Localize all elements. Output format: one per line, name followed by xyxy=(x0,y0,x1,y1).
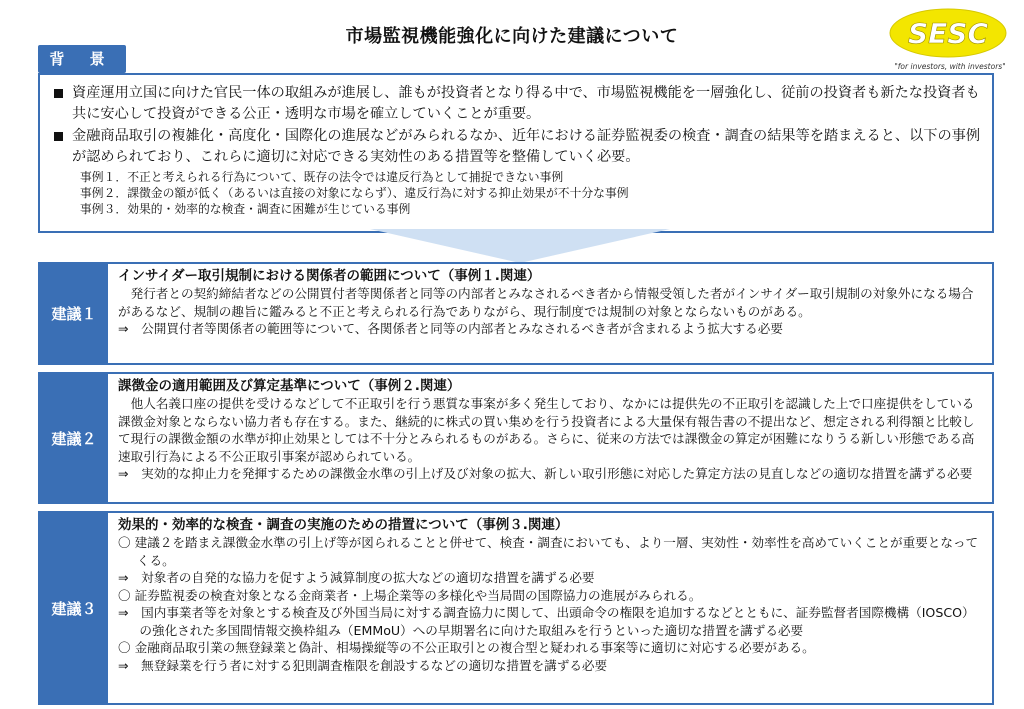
proposal-label: 建議２ xyxy=(40,374,108,502)
case-3: 事例３．効果的・効率的な検査・調査に困難が生じている事例 xyxy=(80,202,411,216)
background-bullet xyxy=(54,126,982,168)
proposal-heading: 効果的・効率的な検査・調査の実施のための措置について（事例３.関連） xyxy=(118,517,569,533)
down-arrow-icon xyxy=(370,229,670,263)
proposal-1 xyxy=(38,262,994,365)
proposal-text: ⇒ 公開買付者等関係者の範囲等について、各関係者と同等の内部者とみなされるべき者が含まれるよう拡大する必要 xyxy=(118,321,783,336)
proposal-text: 他人名義口座の提供を受けるなどして不正取引を行う悪質な事案が多く発生しており、なかには提供先の不正取引を認識した上で口座提供をしている課徴金対象とならない協力者も存在する。また、継続的に株式の買い集めを行う投資者による大量保有報告書の不提出など、想定される利得額と比較して現行の課徴金額の水準が抑止効果としては不十分とみられるものがある。さらに、従来の方法では課徴金の算定が困難になりうる新しい形態である高速取引行為による不公正取引事案が認められている。 xyxy=(118,396,975,464)
case-1: 事例１．不正と考えられる行為について、既存の法令では違反行為として捕捉できない事例 xyxy=(80,170,564,184)
page-title: 市場監視機能強化に向けた建議について xyxy=(345,26,679,47)
square-bullet-icon xyxy=(54,89,63,98)
proposal-text: 〇 金融商品取引業の無登録業と偽計、相場操縦等の不公正取引との複合型と疑われる事案等に適切に対応する必要がある。 xyxy=(118,640,815,655)
proposal-text: 発行者との契約締結者などの公開買付者等関係者と同等の内部者とみなされるべき者から情報受領した者がインサイダー取引規制の対象外になる場合があるなど、規制の趣旨に鑑みると不正と考えられる行為でありながら、現行制度では規制の対象とならないものがある。 xyxy=(118,286,974,319)
proposal-label: 建議３ xyxy=(40,513,108,703)
background-bullet-text: 金融商品取引の複雑化・高度化・国際化の進展などがみられるなか、近年における証券監視委の検査・調査の結果等を踏まえると、以下の事例が認められており、これらに適切に対応できる実効性のある措置等を整備していく必要。 xyxy=(72,128,981,165)
proposal-heading: インサイダー取引規制における関係者の範囲について（事例１.関連） xyxy=(118,268,541,284)
background-bullet xyxy=(54,83,982,125)
sesc-logo xyxy=(880,6,1010,74)
case-2: 事例２．課徴金の額が低く（あるいは直接の対象にならず）、違反行為に対する抑止効果が不十分な事例 xyxy=(80,186,629,200)
proposal-text: ⇒ 国内事業者等を対象とする検査及び外国当局に対する調査協力に関して、出頭命令の権限を追加するなどとともに、証券監督者国際機構（IOSCO）の強化された多国間情報交換枠組み（EMMoU）への早期署名に向けた取組みを行うといった適切な措置を講ずる必要 xyxy=(118,605,975,638)
proposal-2 xyxy=(38,372,994,504)
proposal-text: ⇒ 無登録業を行う者に対する犯則調査権限を創設するなどの適切な措置を講ずる必要 xyxy=(118,657,608,673)
background-box xyxy=(38,73,994,233)
logo-text: SESC xyxy=(907,17,989,50)
proposal-text: ⇒ 対象者の自発的な協力を促すよう減算制度の拡大などの適切な措置を講ずる必要 xyxy=(118,570,595,585)
proposal-text: 〇 証券監視委の検査対象となる金商業者・上場企業等の多様化や当局間の国際協力の進展がみられる。 xyxy=(118,587,702,603)
square-bullet-icon xyxy=(54,132,63,141)
logo-tagline: "for investors, with investors" xyxy=(894,62,1006,71)
proposal-text: ⇒ 実効的な抑止力を発揮するための課徴金水準の引上げ及び対象の拡大、新しい取引形態に対応した算定方法の見直しなどの適切な措置を講ずる必要 xyxy=(118,466,973,481)
proposal-label: 建議１ xyxy=(40,264,108,363)
background-bullet-text: 資産運用立国に向けた官民一体の取組みが進展し、誰もが投資者となり得る中で、市場監視機能を一層強化し、従前の投資者も新たな投資者も共に安心して投資ができる公正・透明な市場を確立していくことが重要。 xyxy=(72,85,980,122)
proposal-text: 〇 建議２を踏まえ課徴金水準の引上げ等が図られることと併せて、検査・調査においても、より一層、実効性・効率性を高めていくことが重要となってくる。 xyxy=(118,535,979,568)
proposal-3 xyxy=(38,511,994,705)
background-tag: 背 景 xyxy=(38,45,126,73)
proposal-heading: 課徴金の適用範囲及び算定基準について（事例２.関連） xyxy=(118,378,461,394)
